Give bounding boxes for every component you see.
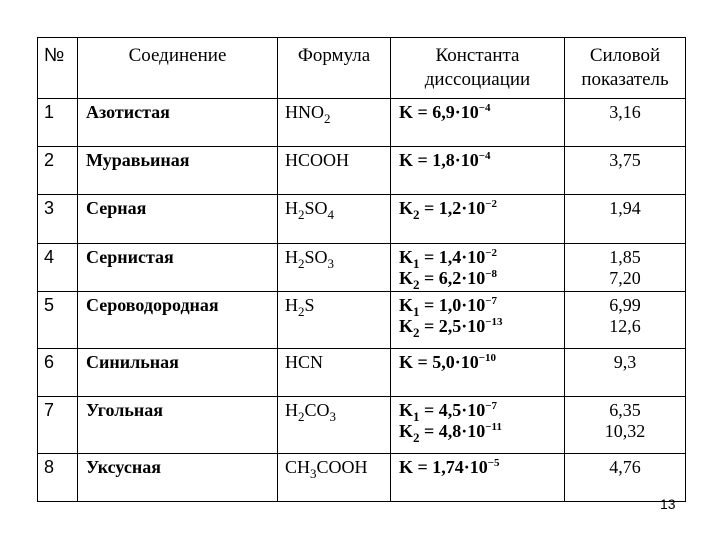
strength-index-cell (565, 397, 686, 453)
header-constant (391, 38, 565, 99)
strength-index: 6,35 (609, 400, 641, 421)
strength-index-cell (565, 453, 686, 501)
formula-cell (278, 397, 391, 453)
strength-index-cell (565, 348, 686, 396)
page-number: 13 (660, 496, 676, 512)
dissociation-constant (399, 295, 564, 320)
dissociation-constant-cell (391, 292, 565, 348)
formula (285, 295, 390, 320)
compound-name: Уксусная (78, 453, 278, 501)
subscript: 3 (329, 409, 337, 425)
table-row (38, 98, 686, 146)
row-number: 4 (38, 243, 78, 291)
dissociation-constant (399, 198, 564, 223)
text-run: SO (304, 198, 328, 219)
table-body (38, 98, 686, 501)
formula (285, 456, 390, 481)
row-number: 5 (38, 292, 78, 348)
text-run: K (399, 316, 414, 337)
table-row (38, 195, 686, 243)
superscript: −2 (485, 246, 498, 259)
subscript: 2 (413, 430, 420, 446)
header-formula: Формула (278, 38, 391, 99)
subscript: 3 (327, 255, 335, 271)
formula-cell (278, 195, 391, 243)
superscript: −4 (478, 101, 491, 114)
dissociation-constant-cell (391, 453, 565, 501)
dissociation-constant (399, 267, 564, 292)
formula (285, 246, 390, 271)
row-number: 1 (38, 98, 78, 146)
table-row (38, 348, 686, 396)
text-run: = 1,2·10 (419, 198, 486, 219)
row-number: 3 (38, 195, 78, 243)
strength-index-cell (565, 243, 686, 291)
subscript: 2 (298, 304, 305, 320)
text-run: H (285, 295, 298, 316)
strength-index-cell (565, 146, 686, 194)
header-row (38, 38, 686, 99)
formula (285, 198, 390, 223)
text-run: K (399, 295, 414, 316)
formula-cell (278, 348, 391, 396)
text-run: HNO (285, 101, 324, 122)
strength-index: 1,85 (609, 246, 641, 267)
table-row (38, 146, 686, 194)
compound-name: Муравьиная (78, 146, 278, 194)
row-number: 8 (38, 453, 78, 501)
dissociation-constant (399, 102, 564, 123)
table-row (38, 292, 686, 348)
text-run: HCOOH (285, 149, 350, 170)
text-run: = 1,4·10 (419, 246, 486, 267)
superscript: −4 (478, 149, 491, 162)
strength-index: 1,94 (609, 198, 641, 219)
text-run: = 4,8·10 (419, 421, 486, 442)
dissociation-constant-cell (391, 243, 565, 291)
text-run: CO (304, 400, 330, 421)
table-row (38, 243, 686, 291)
dissociation-constant (399, 421, 564, 446)
text-run: K (399, 198, 414, 219)
strength-index-cell (565, 195, 686, 243)
header-num: № (38, 38, 78, 99)
strength-index: 12,6 (609, 316, 641, 337)
text-run: S (304, 295, 315, 316)
text-run: H (285, 400, 298, 421)
dissociation-constant-cell (391, 397, 565, 453)
subscript: 3 (310, 465, 317, 481)
acid-dissociation-table (37, 37, 686, 502)
text-run: = 2,5·10 (419, 316, 486, 337)
text-run: K = 5,0·10 (399, 351, 479, 372)
strength-index: 10,32 (604, 421, 646, 442)
header-constant-line: диссоциации (424, 69, 531, 90)
subscript: 2 (413, 276, 420, 292)
text-run: H (285, 246, 298, 267)
text-run: K (399, 267, 414, 288)
text-run: CH (285, 456, 311, 477)
formula (285, 352, 390, 373)
header-constant-line: Константа (435, 45, 520, 66)
compound-name: Синильная (78, 348, 278, 396)
dissociation-constant-cell (391, 98, 565, 146)
formula (285, 150, 390, 171)
formula (285, 101, 390, 126)
dissociation-constant (399, 457, 564, 478)
formula (285, 400, 390, 425)
formula-cell (278, 453, 391, 501)
header-pk-line: Силовой (589, 45, 661, 66)
row-number: 2 (38, 146, 78, 194)
superscript: −7 (485, 295, 498, 308)
text-run: K (399, 246, 414, 267)
strength-index: 7,20 (609, 267, 641, 288)
strength-index: 3,16 (609, 101, 641, 122)
text-run: SO (304, 246, 328, 267)
dissociation-constant (399, 400, 564, 425)
strength-index: 4,76 (609, 456, 641, 477)
strength-index-cell (565, 292, 686, 348)
strength-index: 3,75 (609, 149, 641, 170)
text-run: = 6,2·10 (419, 267, 486, 288)
compound-name: Сероводородная (78, 292, 278, 348)
formula-cell (278, 243, 391, 291)
strength-index-cell (565, 98, 686, 146)
superscript: −7 (485, 400, 498, 413)
dissociation-constant-cell (391, 348, 565, 396)
compound-name: Угольная (78, 397, 278, 453)
superscript: −5 (487, 456, 500, 469)
formula-cell (278, 292, 391, 348)
text-run: K = 6,9·10 (399, 101, 479, 122)
subscript: 1 (413, 255, 420, 271)
superscript: −11 (485, 421, 502, 434)
subscript: 1 (413, 409, 420, 425)
table-row (38, 397, 686, 453)
subscript: 1 (413, 304, 420, 320)
subscript: 2 (298, 207, 305, 223)
compound-name: Сернистая (78, 243, 278, 291)
formula-cell (278, 98, 391, 146)
subscript: 2 (413, 325, 420, 341)
text-run: K = 1,74·10 (399, 456, 488, 477)
table-row (38, 453, 686, 501)
header-pk (565, 38, 686, 99)
text-run: COOH (316, 456, 368, 477)
subscript: 2 (298, 255, 305, 271)
row-number: 6 (38, 348, 78, 396)
text-run: HCN (285, 351, 324, 372)
dissociation-constant-cell (391, 146, 565, 194)
text-run: K (399, 421, 414, 442)
subscript: 2 (298, 409, 305, 425)
header-compound: Соединение (78, 38, 278, 99)
compound-name: Серная (78, 195, 278, 243)
text-run: K = 1,8·10 (399, 149, 479, 170)
dissociation-constant (399, 150, 564, 171)
header-pk-line: показатель (581, 69, 669, 90)
strength-index: 9,3 (613, 351, 637, 372)
superscript: −10 (478, 351, 497, 364)
subscript: 2 (413, 207, 420, 223)
text-run: = 4,5·10 (419, 400, 486, 421)
formula-cell (278, 146, 391, 194)
superscript: −8 (485, 267, 498, 280)
dissociation-constant (399, 352, 564, 373)
text-run: H (285, 198, 298, 219)
superscript: −2 (485, 198, 498, 211)
subscript: 4 (327, 207, 335, 223)
strength-index: 6,99 (609, 295, 641, 316)
dissociation-constant-cell (391, 195, 565, 243)
superscript: −13 (485, 316, 503, 329)
text-run: K (399, 400, 414, 421)
subscript: 2 (324, 110, 331, 126)
dissociation-constant (399, 246, 564, 271)
dissociation-constant (399, 316, 564, 341)
compound-name: Азотистая (78, 98, 278, 146)
row-number: 7 (38, 397, 78, 453)
text-run: = 1,0·10 (419, 295, 486, 316)
